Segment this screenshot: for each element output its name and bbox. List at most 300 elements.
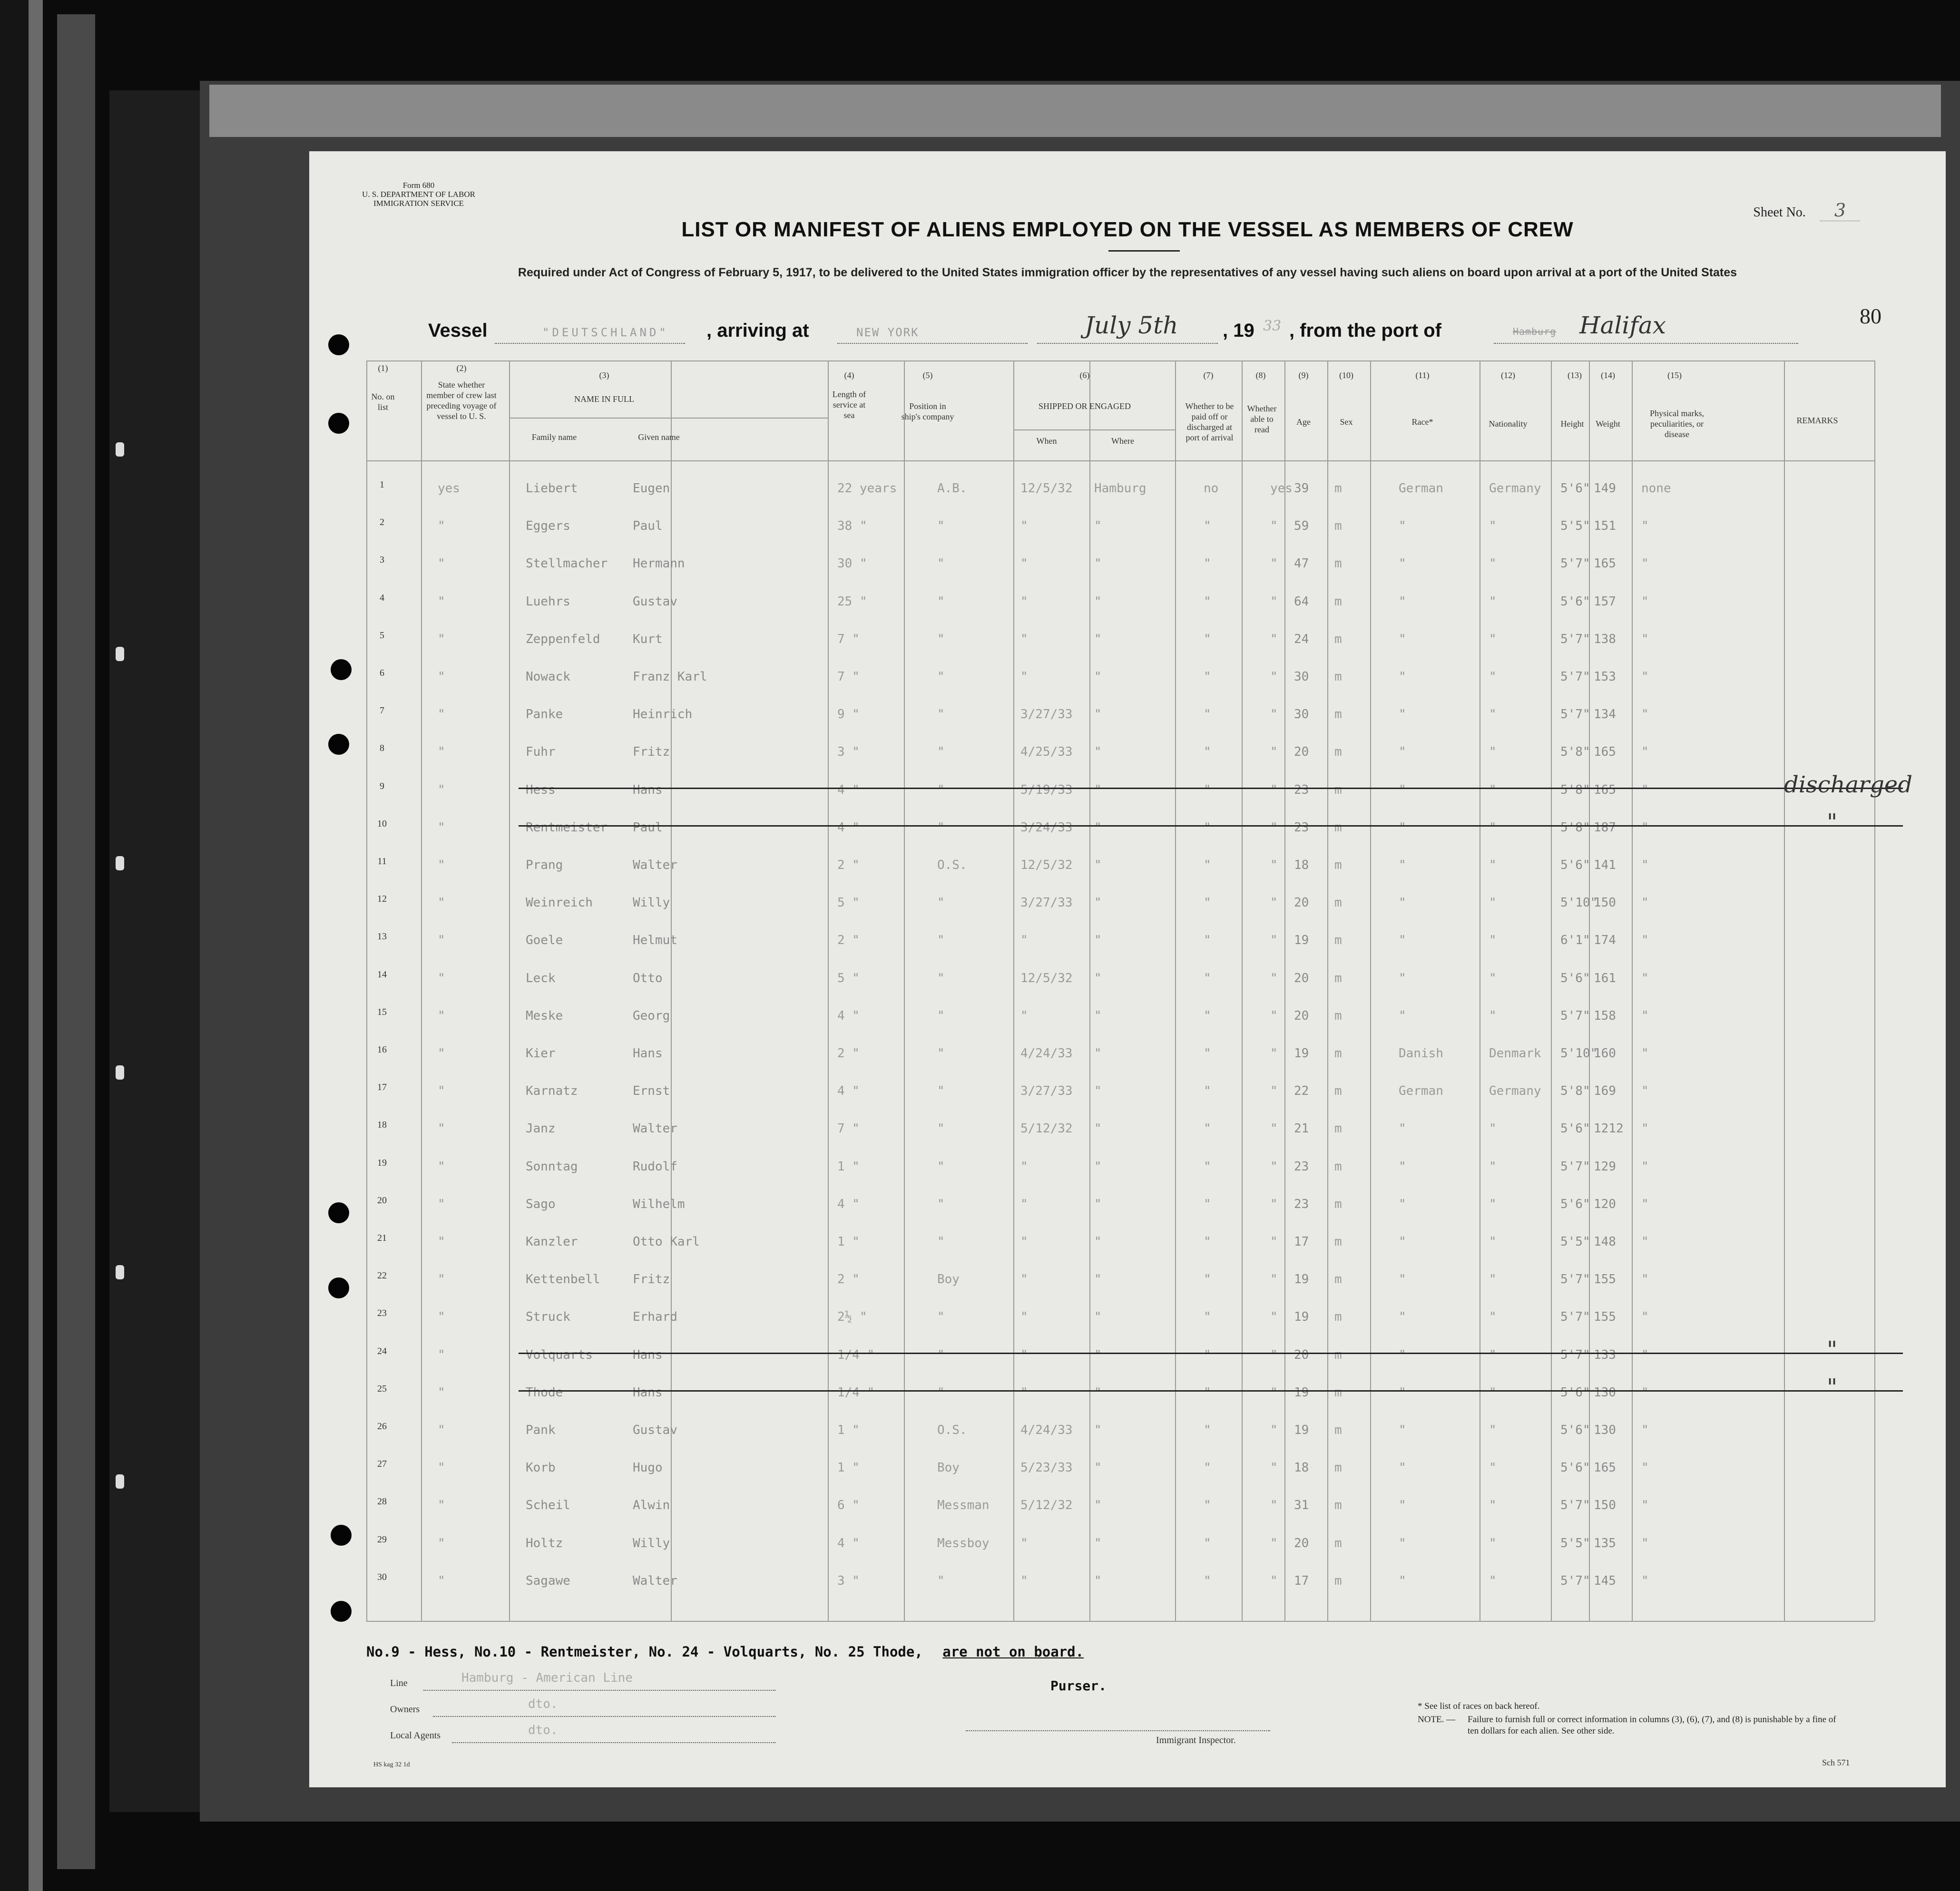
from-dotline <box>1494 343 1798 344</box>
cell-nat: " <box>1489 1347 1497 1362</box>
cell-given: Willy <box>633 1536 670 1550</box>
col14-num: (14) <box>1601 370 1615 380</box>
cell-paid: no <box>1204 481 1219 496</box>
cell-prev: " <box>438 820 445 835</box>
cell-age: 17 <box>1294 1235 1309 1249</box>
punch-hole <box>328 1202 349 1223</box>
cell-age: 19 <box>1294 1046 1309 1061</box>
cell-paid: " <box>1204 1498 1211 1513</box>
table-column-line <box>1175 361 1176 1621</box>
row-number: 13 <box>377 931 387 942</box>
cell-paid: " <box>1204 1536 1211 1550</box>
row-number: 6 <box>380 668 384 678</box>
col6-when: When <box>1036 436 1057 446</box>
cell-service: 4 " <box>837 1084 860 1099</box>
cell-paid: " <box>1204 1235 1211 1249</box>
race-note: * See list of races on back hereof. <box>1418 1701 1540 1711</box>
row-number: 11 <box>377 856 387 867</box>
cell-marks: " <box>1641 1536 1649 1550</box>
col4-num: (4) <box>844 370 854 380</box>
cell-weight: 130 <box>1594 1385 1616 1400</box>
cell-prev: " <box>438 1272 445 1287</box>
cell-sex: m <box>1334 481 1342 496</box>
cell-weight: 165 <box>1594 745 1616 760</box>
cell-marks: " <box>1641 1461 1649 1475</box>
port-dotline <box>837 343 1028 344</box>
cell-nat: " <box>1489 1121 1497 1136</box>
col11-label: Race* <box>1411 417 1433 427</box>
cell-when: 5/19/33 <box>1020 782 1073 797</box>
cell-marks: " <box>1641 782 1649 797</box>
col12-label: Nationality <box>1489 419 1528 429</box>
cell-given: Hermann <box>633 556 685 571</box>
cell-weight: 165 <box>1594 1461 1616 1475</box>
cell-when: 5/23/33 <box>1020 1461 1073 1475</box>
cell-weight: 160 <box>1594 1046 1616 1061</box>
row-number: 10 <box>377 818 387 829</box>
cell-height: 5'6" <box>1560 1385 1590 1400</box>
cell-weight: 134 <box>1594 707 1616 722</box>
cell-service: 7 " <box>837 670 860 684</box>
cell-paid: " <box>1204 1197 1211 1211</box>
cell-height: 5'7" <box>1560 1008 1590 1023</box>
cell-height: 5'6" <box>1560 971 1590 985</box>
page-number: 80 <box>1860 304 1882 328</box>
cell-prev: " <box>438 1008 445 1023</box>
cell-read: " <box>1270 1272 1278 1287</box>
row-number: 7 <box>380 705 384 716</box>
cell-weight: 130 <box>1594 1423 1616 1437</box>
cell-age: 23 <box>1294 820 1309 835</box>
cell-weight: 155 <box>1594 1272 1616 1287</box>
cell-position: " <box>937 1347 945 1362</box>
cell-sex: m <box>1334 1235 1342 1249</box>
cell-sex: m <box>1334 670 1342 684</box>
sheet-label: Sheet No. <box>1753 205 1806 220</box>
cell-family: Kier <box>526 1046 556 1061</box>
col5-num: (5) <box>922 370 933 380</box>
cell-nat: Denmark <box>1489 1046 1541 1061</box>
row-number: 16 <box>377 1044 387 1055</box>
cell-age: 30 <box>1294 707 1309 722</box>
film-edge <box>0 0 29 1891</box>
cell-given: Eugen <box>633 481 670 496</box>
year-value: 33 <box>1263 318 1282 334</box>
cell-family: Stellmacher <box>526 556 608 571</box>
cell-race: " <box>1399 933 1406 948</box>
cell-service: 7 " <box>837 632 860 646</box>
perforation <box>116 647 124 661</box>
perforation <box>116 1474 124 1489</box>
cell-prev: " <box>438 1423 445 1437</box>
cell-when: 12/5/32 <box>1020 481 1073 496</box>
cell-family: Kanzler <box>526 1235 578 1249</box>
table-row-line <box>1013 429 1175 430</box>
cell-weight: 138 <box>1594 632 1616 646</box>
cell-weight: 165 <box>1594 556 1616 571</box>
col10-num: (10) <box>1339 370 1353 380</box>
cell-position: " <box>937 782 945 797</box>
cell-service: 2 " <box>837 1272 860 1287</box>
from-port: Halifax <box>1579 312 1666 339</box>
cell-read: " <box>1270 1461 1278 1475</box>
row-number: 19 <box>377 1157 387 1168</box>
cell-read: " <box>1270 1498 1278 1513</box>
cell-race: German <box>1399 481 1443 496</box>
cell-age: 23 <box>1294 1159 1309 1174</box>
cell-read: " <box>1270 1159 1278 1174</box>
cell-sex: m <box>1334 1423 1342 1437</box>
cell-when: " <box>1020 1197 1028 1211</box>
cell-position: " <box>937 670 945 684</box>
cell-service: 2 " <box>837 933 860 948</box>
cell-given: Paul <box>633 820 663 835</box>
cell-prev: " <box>438 1347 445 1362</box>
col3-family: Family name <box>531 432 577 442</box>
cell-weight: 120 <box>1594 1197 1616 1211</box>
cell-marks: " <box>1641 519 1649 534</box>
cell-marks: " <box>1641 707 1649 722</box>
agents-label: Local Agents <box>390 1730 441 1741</box>
cell-given: Otto Karl <box>633 1235 700 1249</box>
cell-sex: m <box>1334 594 1342 609</box>
cell-service: 3 " <box>837 1573 860 1588</box>
cell-position: " <box>937 1008 945 1023</box>
cell-age: 24 <box>1294 632 1309 646</box>
cell-age: 18 <box>1294 858 1309 872</box>
cell-nat: " <box>1489 782 1497 797</box>
cell-paid: " <box>1204 820 1211 835</box>
cell-family: Weinreich <box>526 896 593 910</box>
cell-height: 5'7" <box>1560 1573 1590 1588</box>
cell-age: 59 <box>1294 519 1309 534</box>
row-number: 27 <box>377 1459 387 1470</box>
cell-service: 1 " <box>837 1235 860 1249</box>
cell-position: " <box>937 1197 945 1211</box>
row-number: 30 <box>377 1571 387 1582</box>
cell-position: Boy <box>937 1461 960 1475</box>
cell-prev: " <box>438 933 445 948</box>
cell-prev: " <box>438 971 445 985</box>
cell-race: " <box>1399 707 1406 722</box>
cell-weight: 149 <box>1594 481 1616 496</box>
cell-position: " <box>937 707 945 722</box>
cell-height: 5'8" <box>1560 820 1590 835</box>
punch-hole <box>331 659 352 680</box>
row-number: 23 <box>377 1308 387 1319</box>
cell-height: 5'5" <box>1560 1536 1590 1550</box>
cell-sex: m <box>1334 745 1342 760</box>
arrival-date: July 5th <box>1085 312 1178 339</box>
cell-family: Prang <box>526 858 563 872</box>
cell-service: 4 " <box>837 1008 860 1023</box>
cell-race: " <box>1399 1461 1406 1475</box>
cell-when: 5/12/32 <box>1020 1121 1073 1136</box>
cell-nat: " <box>1489 1385 1497 1400</box>
print-code: HS kag 32 1d <box>373 1761 410 1768</box>
cell-marks: " <box>1641 670 1649 684</box>
cell-where: " <box>1094 1536 1102 1550</box>
col6-where: Where <box>1111 436 1134 446</box>
cell-read: " <box>1270 1121 1278 1136</box>
cell-paid: " <box>1204 556 1211 571</box>
cell-age: 31 <box>1294 1498 1309 1513</box>
cell-weight: 161 <box>1594 971 1616 985</box>
cell-position: " <box>937 1385 945 1400</box>
remark-handwritten: " <box>1827 809 1838 836</box>
cell-marks: " <box>1641 1423 1649 1437</box>
cell-race: " <box>1399 1423 1406 1437</box>
col15-label: Physical marks, peculiarities, or disease <box>1650 409 1704 439</box>
cell-nat: " <box>1489 1272 1497 1287</box>
perforation <box>116 1065 124 1080</box>
cell-height: 5'7" <box>1560 1310 1590 1325</box>
col8-num: (8) <box>1255 370 1266 380</box>
cell-position: " <box>937 896 945 910</box>
cell-paid: " <box>1204 1461 1211 1475</box>
cell-sex: m <box>1334 971 1342 985</box>
cell-sex: m <box>1334 632 1342 646</box>
cell-when: " <box>1020 1573 1028 1588</box>
cell-paid: " <box>1204 933 1211 948</box>
remark-handwritten: discharged <box>1784 771 1912 798</box>
col7-num: (7) <box>1203 370 1214 380</box>
cell-family: Holtz <box>526 1536 563 1550</box>
cell-weight: 148 <box>1594 1235 1616 1249</box>
cell-height: 5'7" <box>1560 1272 1590 1287</box>
cell-height: 5'5" <box>1560 1235 1590 1249</box>
cell-height: 5'7" <box>1560 1159 1590 1174</box>
cell-age: 21 <box>1294 1121 1309 1136</box>
cell-marks: none <box>1641 481 1671 496</box>
cell-marks: " <box>1641 858 1649 872</box>
cell-height: 5'7" <box>1560 632 1590 646</box>
cell-nat: " <box>1489 933 1497 948</box>
cell-marks: " <box>1641 933 1649 948</box>
inspector-label: Immigrant Inspector. <box>1156 1735 1236 1745</box>
cell-when: 4/25/33 <box>1020 745 1073 760</box>
col6-label: SHIPPED OR ENGAGED <box>1038 401 1131 411</box>
cell-sex: m <box>1334 1084 1342 1099</box>
col13-label: Height <box>1560 419 1584 429</box>
table-column-line <box>904 361 905 1621</box>
cell-where: " <box>1094 519 1102 534</box>
cell-family: Volquarts <box>526 1347 593 1362</box>
cell-when: " <box>1020 670 1028 684</box>
cell-family: Struck <box>526 1310 570 1325</box>
cell-position: " <box>937 632 945 646</box>
cell-service: 1/4 " <box>837 1347 875 1362</box>
cell-given: Hans <box>633 782 663 797</box>
cell-given: Ernst <box>633 1084 670 1099</box>
not-on-board-list: No.9 - Hess, No.10 - Rentmeister, No. 24 - Volquarts, No. 25 Thode, <box>366 1644 923 1660</box>
cell-service: 38 " <box>837 519 867 534</box>
cell-age: 19 <box>1294 1385 1309 1400</box>
cell-given: Hans <box>633 1385 663 1400</box>
cell-age: 20 <box>1294 1536 1309 1550</box>
form-header <box>359 181 478 208</box>
cell-given: Fritz <box>633 745 670 760</box>
cell-paid: " <box>1204 1385 1211 1400</box>
cell-paid: " <box>1204 782 1211 797</box>
cell-paid: " <box>1204 594 1211 609</box>
cell-position: " <box>937 1235 945 1249</box>
cell-sex: m <box>1334 1498 1342 1513</box>
cell-family: Sonntag <box>526 1159 578 1174</box>
cell-marks: " <box>1641 820 1649 835</box>
cell-given: Fritz <box>633 1272 670 1287</box>
underlying-page <box>109 90 205 1812</box>
cell-race: " <box>1399 1235 1406 1249</box>
cell-race: " <box>1399 556 1406 571</box>
row-number: 15 <box>377 1006 387 1017</box>
cell-marks: " <box>1641 1347 1649 1362</box>
col15-num: (15) <box>1667 370 1682 380</box>
strike-through-line <box>519 788 1903 789</box>
cell-weight: 151 <box>1594 519 1616 534</box>
cell-where: " <box>1094 1121 1102 1136</box>
row-number: 28 <box>377 1496 387 1507</box>
cell-nat: Germany <box>1489 481 1541 496</box>
row-number: 22 <box>377 1270 387 1281</box>
cell-read: " <box>1270 820 1278 835</box>
cell-sex: m <box>1334 1573 1342 1588</box>
cell-position: Messman <box>937 1498 990 1513</box>
row-number: 25 <box>377 1383 387 1394</box>
cell-service: 2 " <box>837 1046 860 1061</box>
cell-service: 4 " <box>837 820 860 835</box>
table-column-line <box>828 361 829 1621</box>
owners-dotline <box>433 1716 775 1717</box>
cell-service: 30 " <box>837 556 867 571</box>
cell-position: O.S. <box>937 1423 967 1437</box>
row-number: 12 <box>377 894 387 905</box>
cell-given: Helmut <box>633 933 677 948</box>
cell-where: " <box>1094 632 1102 646</box>
cell-family: Rentmeister <box>526 820 608 835</box>
agents-dotline <box>452 1742 775 1743</box>
cell-prev: " <box>438 896 445 910</box>
cell-given: Rudolf <box>633 1159 677 1174</box>
cell-nat: " <box>1489 1008 1497 1023</box>
cell-when: " <box>1020 1536 1028 1550</box>
cell-service: 3 " <box>837 745 860 760</box>
cell-nat: " <box>1489 1235 1497 1249</box>
cell-nat: " <box>1489 519 1497 534</box>
cell-position: " <box>937 594 945 609</box>
cell-prev: yes <box>438 481 460 496</box>
year-label: , 19 <box>1223 320 1254 341</box>
row-number: 2 <box>380 517 384 528</box>
cell-race: " <box>1399 820 1406 835</box>
cell-race: " <box>1399 858 1406 872</box>
cell-sex: m <box>1334 1310 1342 1325</box>
cell-service: 1 " <box>837 1423 860 1437</box>
page-title: LIST OR MANIFEST OF ALIENS EMPLOYED ON THE VESSEL AS MEMBERS OF CREW <box>681 218 1574 241</box>
back-sheet <box>209 85 1941 137</box>
cell-weight: 145 <box>1594 1573 1616 1588</box>
cell-read: " <box>1270 556 1278 571</box>
cell-read: yes <box>1270 481 1293 496</box>
cell-nat: " <box>1489 971 1497 985</box>
cell-race: " <box>1399 1536 1406 1550</box>
cell-family: Karnatz <box>526 1084 578 1099</box>
cell-given: Heinrich <box>633 707 693 722</box>
cell-sex: m <box>1334 782 1342 797</box>
cell-marks: " <box>1641 1385 1649 1400</box>
cell-weight: 157 <box>1594 594 1616 609</box>
cell-height: 5'6" <box>1560 594 1590 609</box>
row-number: 26 <box>377 1421 387 1432</box>
cell-height: 5'6" <box>1560 481 1590 496</box>
cell-age: 18 <box>1294 1461 1309 1475</box>
cell-prev: " <box>438 782 445 797</box>
cell-prev: " <box>438 1498 445 1513</box>
cell-read: " <box>1270 1347 1278 1362</box>
cell-age: 20 <box>1294 1008 1309 1023</box>
table-column-line <box>1013 361 1014 1621</box>
cell-when: 12/5/32 <box>1020 971 1073 985</box>
cell-marks: " <box>1641 594 1649 609</box>
cell-height: 5'7" <box>1560 670 1590 684</box>
remark-handwritten: " <box>1827 1374 1838 1401</box>
table-row-line <box>366 1621 1874 1622</box>
cell-where: " <box>1094 1159 1102 1174</box>
cell-when: " <box>1020 933 1028 948</box>
cell-read: " <box>1270 707 1278 722</box>
table-column-line <box>1784 361 1785 1621</box>
cell-read: " <box>1270 1423 1278 1437</box>
service: IMMIGRATION SERVICE <box>373 199 464 208</box>
cell-nat: " <box>1489 1197 1497 1211</box>
cell-position: " <box>937 820 945 835</box>
cell-family: Fuhr <box>526 745 556 760</box>
cell-weight: 1212 <box>1594 1121 1624 1136</box>
cell-weight: 174 <box>1594 933 1616 948</box>
manifest-sheet <box>309 151 1946 1787</box>
cell-prev: " <box>438 1046 445 1061</box>
row-number: 20 <box>377 1195 387 1206</box>
not-on-board-note <box>366 1644 1084 1660</box>
cell-given: Gustav <box>633 594 677 609</box>
vessel-name: "DEUTSCHLAND" <box>542 326 669 339</box>
line-label: Line <box>390 1678 408 1688</box>
cell-when: " <box>1020 1008 1028 1023</box>
cell-read: " <box>1270 1573 1278 1588</box>
cell-read: " <box>1270 632 1278 646</box>
strike-through-line <box>519 825 1903 827</box>
cell-marks: " <box>1641 971 1649 985</box>
cell-prev: " <box>438 1197 445 1211</box>
cell-race: " <box>1399 1385 1406 1400</box>
cell-age: 20 <box>1294 745 1309 760</box>
cell-weight: 133 <box>1594 1347 1616 1362</box>
cell-height: 5'7" <box>1560 556 1590 571</box>
cell-sex: m <box>1334 519 1342 534</box>
col12-num: (12) <box>1501 370 1515 380</box>
cell-where: " <box>1094 933 1102 948</box>
cell-weight: 153 <box>1594 670 1616 684</box>
line-dotline <box>423 1690 775 1691</box>
punch-hole <box>328 334 349 355</box>
cell-marks: " <box>1641 1084 1649 1099</box>
cell-sex: m <box>1334 1159 1342 1174</box>
cell-family: Liebert <box>526 481 578 496</box>
cell-where: " <box>1094 556 1102 571</box>
cell-where: " <box>1094 1197 1102 1211</box>
cell-weight: 150 <box>1594 1498 1616 1513</box>
agents-value: dto. <box>528 1723 558 1737</box>
